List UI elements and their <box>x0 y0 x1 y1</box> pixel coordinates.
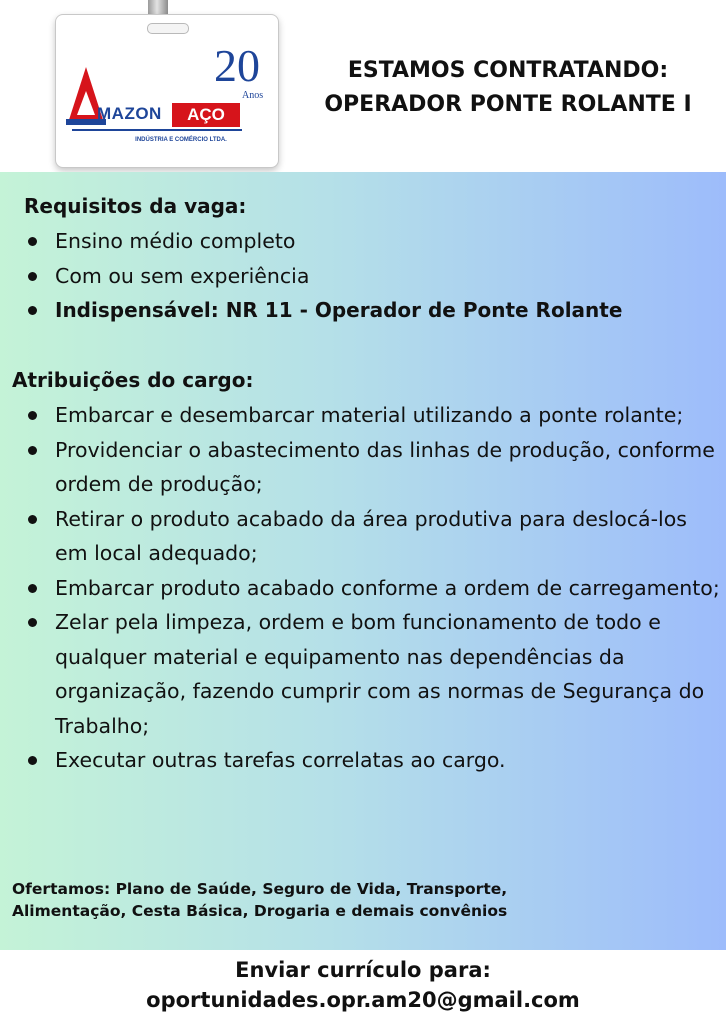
benefits-line-1: Ofertamos: Plano de Saúde, Seguro de Vida, Transporte, <box>12 880 508 898</box>
headline-line-2: OPERADOR PONTE ROLANTE I <box>324 92 692 117</box>
badge-slot <box>147 23 189 34</box>
logo-brand-first: MAZON <box>97 104 162 123</box>
list-item: Retirar o produto acabado da área produtiva para deslocá-los em local adequado; <box>24 502 724 571</box>
list-item: Ensino médio completo <box>24 224 714 259</box>
logo-brand-second: AÇO <box>172 103 240 127</box>
list-item: Zelar pela limpeza, ordem e bom funcionamento de todo e qualquer material e equipamento nas dependências da organização, fazendo cumprir com as normas de Segurança do Trabalho; <box>24 605 724 743</box>
list-item: Executar outras tarefas correlatas ao cargo. <box>24 743 724 778</box>
job-details-panel <box>0 172 726 950</box>
logo-tagline: INDÚSTRIA E COMÉRCIO LTDA. <box>135 137 227 143</box>
page-title <box>298 54 718 122</box>
list-item: Com ou sem experiência <box>24 259 714 294</box>
company-badge <box>55 14 279 168</box>
benefits-text <box>12 878 712 922</box>
logo-years-number: 20 <box>214 40 260 91</box>
footer <box>0 950 726 1024</box>
requirements-list <box>24 224 714 328</box>
header <box>0 0 726 172</box>
list-item: Providenciar o abastecimento das linhas de produção, conforme ordem de produção; <box>24 433 724 502</box>
benefits-line-2: Alimentação, Cesta Básica, Drogaria e demais convênios <box>12 902 508 920</box>
send-cv-label: Enviar currículo para: <box>235 958 491 982</box>
duties-title: Atribuições do cargo: <box>12 368 254 392</box>
logo-years-word: Anos <box>242 90 264 101</box>
duties-list <box>24 398 724 778</box>
logo-underline <box>72 129 242 131</box>
contact-email: oportunidades.opr.am20@gmail.com <box>146 988 580 1012</box>
requirements-title: Requisitos da vaga: <box>24 194 247 218</box>
headline-line-1: ESTAMOS CONTRATANDO: <box>347 58 669 83</box>
list-item: Embarcar produto acabado conforme a ordem de carregamento; <box>24 571 724 606</box>
list-item: Indispensável: NR 11 - Operador de Ponte Rolante <box>24 293 714 328</box>
list-item: Embarcar e desembarcar material utilizando a ponte rolante; <box>24 398 724 433</box>
